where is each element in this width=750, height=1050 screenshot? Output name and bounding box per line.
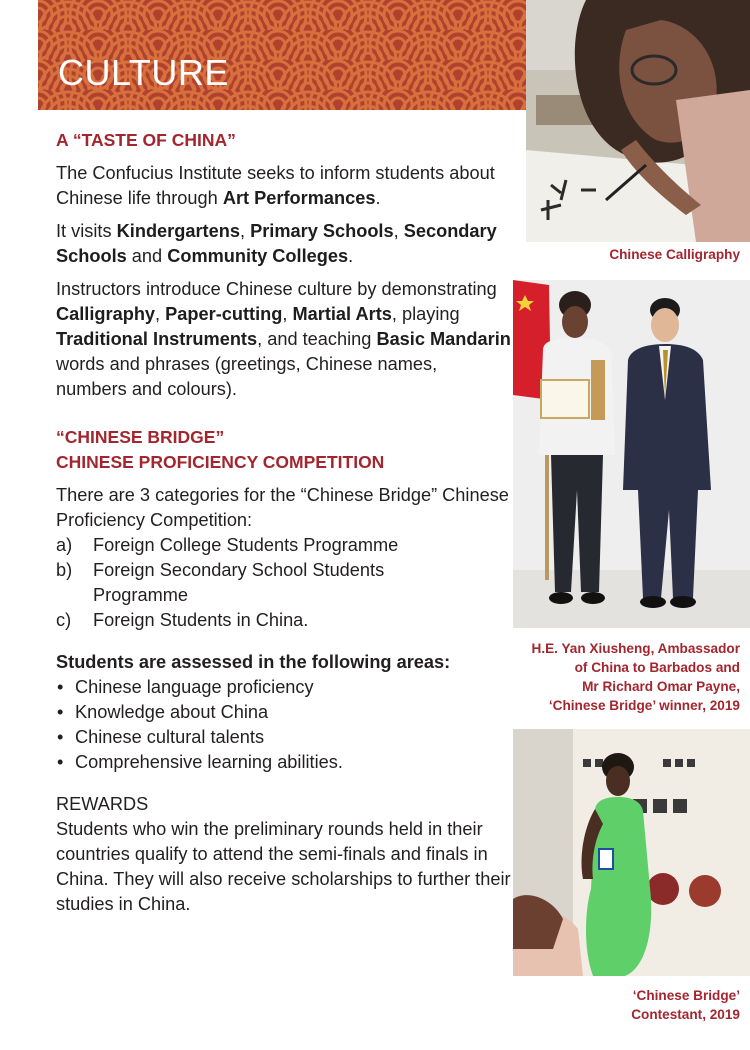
calligraphy-caption: Chinese Calligraphy bbox=[609, 247, 740, 262]
page-title: CULTURE bbox=[58, 52, 229, 93]
category-list bbox=[56, 533, 511, 633]
rewards-text: Students who win the preliminary rounds held in their countries qualify to attend the semi-finals and finals in China. They will also receive scholarships to further their studies in China. bbox=[56, 819, 511, 914]
contestant-caption: ‘Chinese Bridge’ Contestant, 2019 bbox=[631, 988, 740, 1022]
list-item: c) Foreign Students in China. bbox=[56, 610, 309, 630]
list-item: b) Foreign Secondary School Students Programme bbox=[56, 560, 385, 605]
list-item: • Chinese language proficiency bbox=[56, 675, 511, 700]
taste-paragraph-3: Instructors introduce Chinese culture by demonstrating Calligraphy, Paper-cutting, Martial Arts, playing Traditional Instruments, and teaching Basic Mandarin words and phrases (greetings, Chinese names, numbers and colours). bbox=[56, 279, 511, 399]
main-text-column bbox=[56, 128, 511, 917]
taste-of-china-heading: A “TASTE OF CHINA” bbox=[56, 130, 236, 150]
bridge-intro: There are 3 categories for the “Chinese Bridge” Chinese Proficiency Competition: bbox=[56, 485, 509, 530]
taste-paragraph-2: It visits Kindergartens, Primary Schools, Secondary Schools and Community Colleges. bbox=[56, 221, 497, 266]
list-item: • Knowledge about China bbox=[56, 700, 511, 725]
ambassador-photo bbox=[513, 280, 750, 628]
rewards-heading: REWARDS bbox=[56, 794, 149, 814]
assessment-list bbox=[56, 675, 511, 775]
list-item: • Chinese cultural talents bbox=[56, 725, 511, 750]
ambassador-caption: H.E. Yan Xiusheng, Ambassador of China to Barbados and Mr Richard Omar Payne, ‘Chinese Bridge’ winner, 2019 bbox=[531, 641, 740, 713]
taste-paragraph-1: The Confucius Institute seeks to inform students about Chinese life through Art Performances. bbox=[56, 163, 495, 208]
list-item: • Comprehensive learning abilities. bbox=[56, 750, 511, 775]
list-item: a) Foreign College Students Programme bbox=[56, 535, 399, 555]
contestant-photo bbox=[513, 729, 750, 976]
calligraphy-photo bbox=[526, 0, 750, 242]
assessed-heading: Students are assessed in the following areas: bbox=[56, 652, 451, 672]
chinese-bridge-heading: “CHINESE BRIDGE” CHINESE PROFICIENCY COMPETITION bbox=[56, 427, 385, 472]
section-banner bbox=[38, 0, 526, 110]
